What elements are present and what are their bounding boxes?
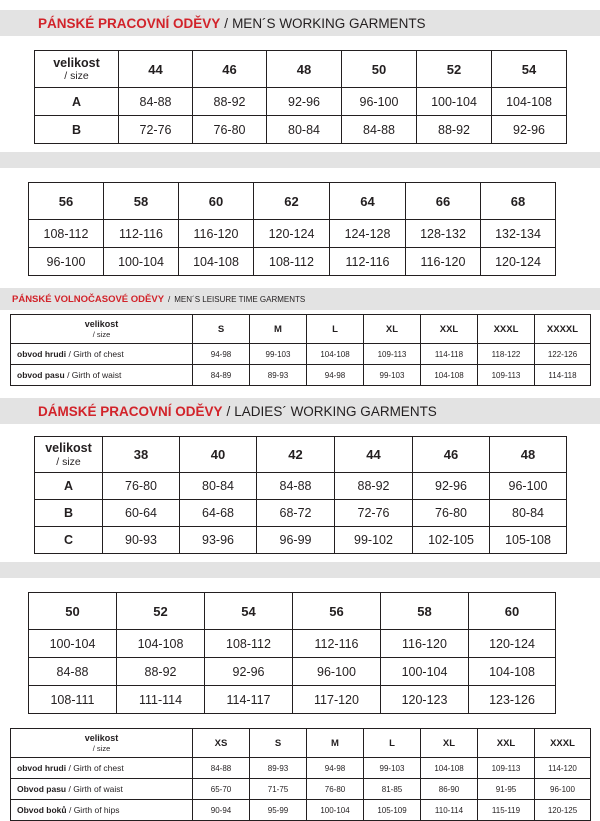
table-cell: 114-117 [205, 686, 293, 714]
table-cell: 80-84 [267, 116, 342, 144]
table-cell: 84-88 [257, 473, 335, 500]
table-cell: 105-108 [490, 527, 567, 554]
table-row [11, 365, 591, 386]
table-row [11, 800, 591, 821]
table-cell: 96-100 [293, 658, 381, 686]
divider-bar-1 [0, 152, 600, 168]
table-cell: 117-120 [293, 686, 381, 714]
table-cell: 86-90 [421, 779, 478, 800]
table-cell: 76-80 [307, 779, 364, 800]
heading-mens-working-sep: / [224, 15, 229, 31]
row-label-cz: Obvod pasu [17, 784, 67, 794]
column-header: 44 [119, 51, 193, 88]
table-cell: 90-94 [193, 800, 250, 821]
row-label-sep: / [64, 370, 72, 380]
column-header: XXXL [535, 729, 591, 758]
column-header: XL [421, 729, 478, 758]
column-header: 38 [103, 437, 180, 473]
table-cell: 116-120 [179, 220, 254, 248]
table-cell: 104-108 [469, 658, 556, 686]
table-cell: 68-72 [257, 500, 335, 527]
table-cell: 64-68 [180, 500, 257, 527]
table-cell: 89-93 [250, 758, 307, 779]
table-cell: 72-76 [335, 500, 413, 527]
table-cell: 112-116 [330, 248, 406, 276]
table-row [29, 248, 556, 276]
table-cell: 120-123 [381, 686, 469, 714]
table-cell: 104-108 [307, 344, 364, 365]
column-header: 50 [342, 51, 417, 88]
row-label-sep: / [66, 805, 74, 815]
table-cell: 90-93 [103, 527, 180, 554]
table-row [35, 116, 567, 144]
table-cell: 104-108 [421, 758, 478, 779]
column-header: 64 [330, 183, 406, 220]
size-header-cell [35, 437, 103, 473]
table-cell: 108-112 [29, 220, 104, 248]
table-cell: 94-98 [193, 344, 250, 365]
heading-mens-working-en: MEN´S WORKING GARMENTS [232, 15, 426, 31]
table-cell: 92-96 [492, 116, 567, 144]
table-cell: 84-88 [29, 658, 117, 686]
column-header: 56 [293, 593, 381, 630]
table-row [35, 473, 567, 500]
size-header-label-en: / size [56, 455, 81, 468]
column-header: 58 [104, 183, 179, 220]
table-cell: 115-119 [478, 800, 535, 821]
column-header: 50 [29, 593, 117, 630]
table-cell: 84-89 [193, 365, 250, 386]
column-header: XXXL [478, 315, 535, 344]
table-cell: 99-103 [364, 365, 421, 386]
row-label [11, 758, 193, 779]
row-label: C [35, 527, 103, 554]
table-cell: 100-104 [104, 248, 179, 276]
table-row [29, 630, 556, 658]
table-row [11, 779, 591, 800]
table-cell: 100-104 [307, 800, 364, 821]
spacer [0, 386, 600, 398]
table-cell: 128-132 [406, 220, 481, 248]
column-header: XXL [478, 729, 535, 758]
table-cell: 118-122 [478, 344, 535, 365]
table-cell: 76-80 [103, 473, 180, 500]
table-cell: 120-124 [469, 630, 556, 658]
table-mens-working-sizes-56-68 [28, 182, 556, 276]
column-header: 54 [205, 593, 293, 630]
table-ladies-working-sizes-38-48 [34, 436, 567, 554]
column-header: 48 [267, 51, 342, 88]
table-cell: 100-104 [29, 630, 117, 658]
spacer [0, 168, 600, 182]
table-cell: 108-112 [254, 248, 330, 276]
table-row [35, 527, 567, 554]
table-row [11, 758, 591, 779]
column-header: 66 [406, 183, 481, 220]
table-cell: 109-113 [478, 758, 535, 779]
column-header: 52 [117, 593, 205, 630]
row-label: B [35, 500, 103, 527]
column-header: XXL [421, 315, 478, 344]
table-cell: 99-102 [335, 527, 413, 554]
spacer [0, 554, 600, 562]
column-header: XXXXL [535, 315, 591, 344]
table-cell: 104-108 [492, 88, 567, 116]
column-header: 60 [179, 183, 254, 220]
table-cell: 80-84 [180, 473, 257, 500]
table-cell: 84-88 [193, 758, 250, 779]
column-header: S [250, 729, 307, 758]
column-header: 52 [417, 51, 492, 88]
table-cell: 81-85 [364, 779, 421, 800]
table-cell: 95-99 [250, 800, 307, 821]
table-header-row [35, 437, 567, 473]
column-header: 46 [413, 437, 490, 473]
table-cell: 92-96 [267, 88, 342, 116]
table-cell: 93-96 [180, 527, 257, 554]
spacer [0, 714, 600, 728]
table-cell: 92-96 [205, 658, 293, 686]
column-header: 68 [481, 183, 556, 220]
column-header: 48 [490, 437, 567, 473]
row-label-cz: obvod pasu [17, 370, 65, 380]
size-header-label-en: / size [92, 743, 111, 753]
spacer [0, 276, 600, 288]
column-header: 46 [193, 51, 267, 88]
spacer [0, 36, 600, 50]
row-label-cz: Obvod boků [17, 805, 67, 815]
size-header-cell [11, 315, 193, 344]
table-header-row [11, 729, 591, 758]
table-cell: 94-98 [307, 365, 364, 386]
table-header-row [11, 315, 591, 344]
table-cell: 99-103 [364, 758, 421, 779]
table-cell: 123-126 [469, 686, 556, 714]
size-header-label-cz: velikost [45, 441, 92, 456]
column-header: XS [193, 729, 250, 758]
table-cell: 88-92 [335, 473, 413, 500]
table-row [29, 686, 556, 714]
table-cell: 89-93 [250, 365, 307, 386]
table-mens-leisure [10, 314, 591, 386]
table-cell: 100-104 [417, 88, 492, 116]
row-label-en: Girth of chest [73, 349, 124, 359]
table-cell: 80-84 [490, 500, 567, 527]
size-header-cell [35, 51, 119, 88]
column-header: 60 [469, 593, 556, 630]
table-cell: 124-128 [330, 220, 406, 248]
spacer [0, 578, 600, 592]
table-cell: 120-124 [481, 248, 556, 276]
table-cell: 102-105 [413, 527, 490, 554]
table-header-row [29, 183, 556, 220]
heading-mens-leisure-cz: PÁNSKÉ VOLNOČASOVÉ ODĚVY [12, 293, 165, 305]
table-ladies-leisure [10, 728, 591, 821]
table-cell: 96-100 [29, 248, 104, 276]
table-cell: 88-92 [117, 658, 205, 686]
table-cell: 132-134 [481, 220, 556, 248]
table-cell: 108-112 [205, 630, 293, 658]
table-row [35, 88, 567, 116]
table-cell: 120-124 [254, 220, 330, 248]
table-cell: 65-70 [193, 779, 250, 800]
table-cell: 99-103 [250, 344, 307, 365]
spacer [0, 424, 600, 436]
table-cell: 114-118 [535, 365, 591, 386]
table-header-row [29, 593, 556, 630]
divider-bar-2 [0, 562, 600, 578]
table-cell: 88-92 [417, 116, 492, 144]
table-cell: 92-96 [413, 473, 490, 500]
table-cell: 76-80 [193, 116, 267, 144]
table-cell: 116-120 [406, 248, 481, 276]
row-label [11, 779, 193, 800]
table-header-row [35, 51, 567, 88]
table-row [29, 658, 556, 686]
row-label-en: Girth of waist [71, 370, 122, 380]
row-label [11, 800, 193, 821]
heading-mens-leisure [0, 288, 600, 310]
table-mens-working-sizes-44-54 [34, 50, 567, 144]
table-ladies-working-sizes-50-60 [28, 592, 556, 714]
heading-ladies-working-sep: / [226, 403, 231, 419]
table-cell: 110-114 [421, 800, 478, 821]
size-header-label-cz: velikost [53, 55, 100, 70]
table-cell: 114-120 [535, 758, 591, 779]
table-cell: 60-64 [103, 500, 180, 527]
table-cell: 104-108 [117, 630, 205, 658]
table-cell: 112-116 [293, 630, 381, 658]
column-header: M [250, 315, 307, 344]
column-header: L [307, 315, 364, 344]
table-cell: 84-88 [342, 116, 417, 144]
column-header: XL [364, 315, 421, 344]
table-row [29, 220, 556, 248]
heading-ladies-working-en: LADIES´ WORKING GARMENTS [234, 403, 437, 419]
row-label-en: Girth of chest [73, 763, 124, 773]
heading-mens-working-cz: PÁNSKÉ PRACOVNÍ ODĚVY [38, 15, 221, 31]
row-label-sep: / [66, 349, 74, 359]
row-label-cz: obvod hrudi [17, 763, 67, 773]
size-header-cell [11, 729, 193, 758]
table-cell: 104-108 [179, 248, 254, 276]
table-cell: 72-76 [119, 116, 193, 144]
table-cell: 76-80 [413, 500, 490, 527]
table-cell: 111-114 [117, 686, 205, 714]
table-row [11, 344, 591, 365]
column-header: 58 [381, 593, 469, 630]
table-row [35, 500, 567, 527]
size-header-label-en: / size [64, 70, 89, 83]
column-header: 44 [335, 437, 413, 473]
table-cell: 108-111 [29, 686, 117, 714]
table-cell: 96-99 [257, 527, 335, 554]
row-label-sep: / [66, 784, 74, 794]
table-cell: 71-75 [250, 779, 307, 800]
table-cell: 105-109 [364, 800, 421, 821]
heading-ladies-working [0, 398, 600, 424]
table-cell: 94-98 [307, 758, 364, 779]
column-header: 56 [29, 183, 104, 220]
size-header-label-cz: velikost [84, 733, 119, 744]
table-cell: 88-92 [193, 88, 267, 116]
column-header: 40 [180, 437, 257, 473]
column-header: 54 [492, 51, 567, 88]
column-header: M [307, 729, 364, 758]
column-header: 42 [257, 437, 335, 473]
row-label [11, 365, 193, 386]
table-cell: 96-100 [490, 473, 567, 500]
table-cell: 96-100 [535, 779, 591, 800]
spacer [0, 144, 600, 152]
row-label-en: Girth of waist [73, 784, 123, 794]
table-cell: 114-118 [421, 344, 478, 365]
row-label: A [35, 473, 103, 500]
row-label [11, 344, 193, 365]
heading-mens-leisure-en: MEN´S LEISURE TIME GARMENTS [174, 294, 306, 304]
heading-ladies-working-cz: DÁMSKÉ PRACOVNÍ ODĚVY [38, 403, 223, 419]
table-cell: 100-104 [381, 658, 469, 686]
row-label-en: Girth of hips [73, 805, 120, 815]
table-cell: 122-126 [535, 344, 591, 365]
column-header: L [364, 729, 421, 758]
column-header: 62 [254, 183, 330, 220]
table-cell: 116-120 [381, 630, 469, 658]
table-cell: 112-116 [104, 220, 179, 248]
size-header-label-en: / size [92, 329, 111, 339]
row-label-sep: / [66, 763, 74, 773]
heading-mens-working [0, 10, 600, 36]
table-cell: 96-100 [342, 88, 417, 116]
table-cell: 104-108 [421, 365, 478, 386]
table-cell: 84-88 [119, 88, 193, 116]
row-label-cz: obvod hrudi [17, 349, 67, 359]
size-header-label-cz: velikost [84, 319, 119, 330]
row-label: B [35, 116, 119, 144]
table-cell: 109-113 [478, 365, 535, 386]
heading-mens-leisure-sep: / [168, 294, 171, 304]
table-cell: 91-95 [478, 779, 535, 800]
top-spacer [0, 0, 600, 10]
column-header: S [193, 315, 250, 344]
table-cell: 120-125 [535, 800, 591, 821]
table-cell: 109-113 [364, 344, 421, 365]
row-label: A [35, 88, 119, 116]
